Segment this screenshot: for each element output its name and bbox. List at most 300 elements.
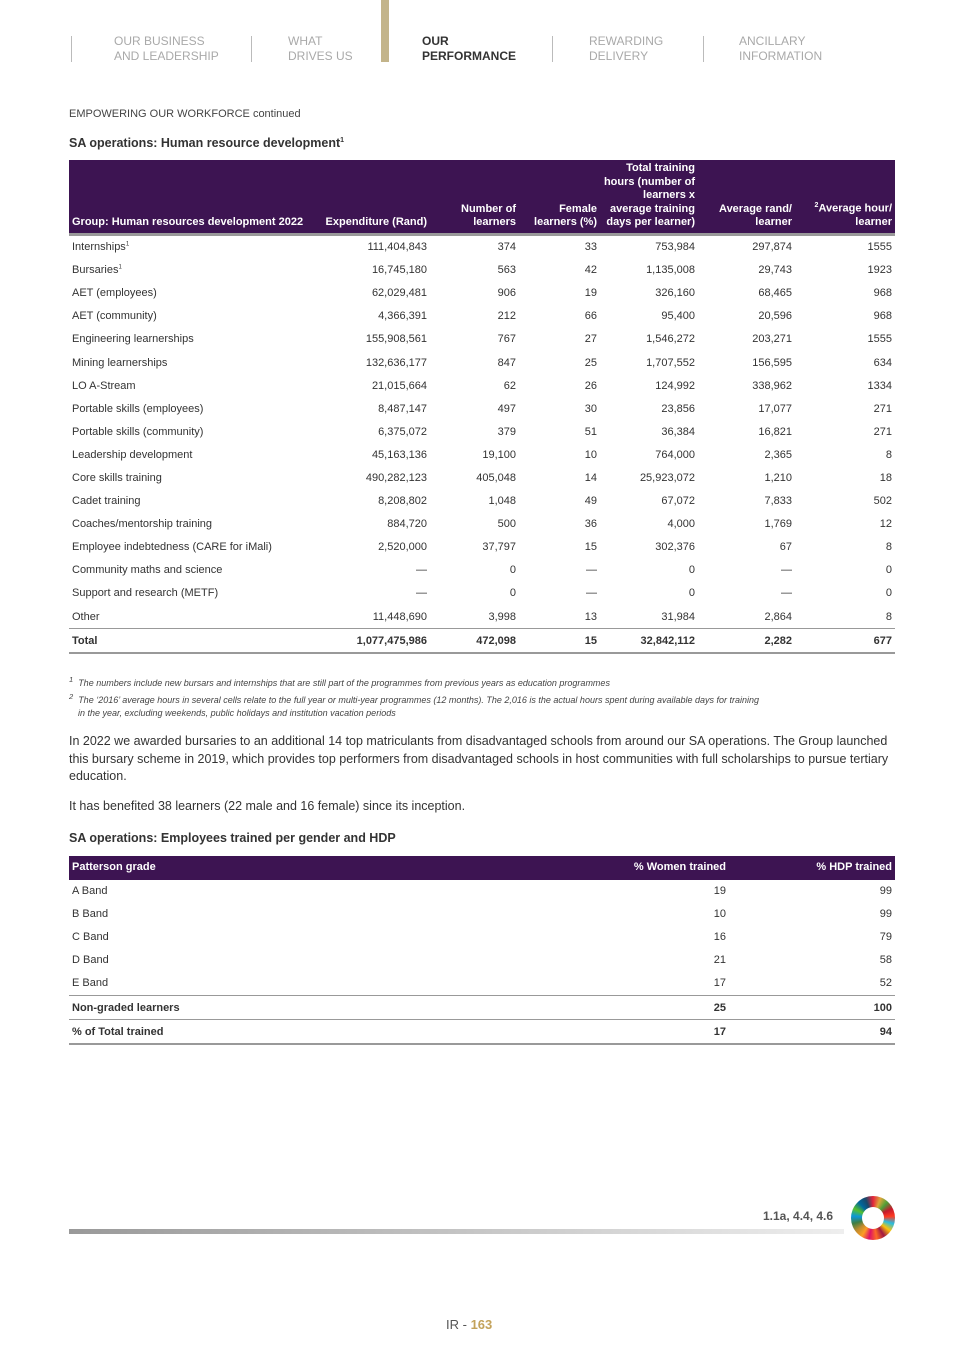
cell-text: 8,208,802	[378, 495, 427, 508]
cell-text: 2,520,000	[378, 541, 427, 554]
col-header	[795, 160, 895, 234]
table-cell	[795, 420, 895, 443]
table-cell	[69, 605, 319, 629]
cell-text: 16	[713, 931, 726, 944]
table-cell	[430, 397, 519, 420]
table-row	[69, 234, 895, 259]
table-cell	[698, 259, 795, 282]
nav-our-performance[interactable]	[422, 34, 516, 64]
page-num: 163	[470, 1317, 493, 1332]
footnote-ref: 2	[814, 201, 819, 209]
table-cell	[795, 328, 895, 351]
table-cell	[795, 305, 895, 328]
table-cell	[430, 305, 519, 328]
table-cell	[519, 536, 600, 559]
nav-divider	[703, 36, 704, 62]
table-cell	[600, 397, 698, 420]
table-cell	[69, 466, 319, 489]
cell-text: 67	[779, 541, 792, 554]
table-cell	[69, 536, 319, 559]
cell-text: LO A-Stream	[72, 379, 136, 392]
cell-text: 405,048	[476, 471, 516, 484]
cell-text: 21,015,664	[371, 379, 427, 392]
table-cell	[729, 949, 895, 972]
cell-text: 17,077	[758, 402, 792, 415]
table-row	[69, 559, 895, 582]
cell-text: 906	[497, 287, 516, 300]
cell-text: 968	[873, 310, 892, 323]
table-row	[69, 466, 895, 489]
table-row	[69, 972, 895, 996]
table-cell	[430, 328, 519, 351]
page-prefix: IR -	[446, 1317, 471, 1332]
footnote-2: $^2$ The ‘2016’ average hours in several cells relate to the full year or multi-year programmes (12 months). The 2,016 is the actual hours spent during available days for training	[69, 692, 760, 705]
table-row	[69, 536, 895, 559]
table-cell	[600, 582, 698, 605]
cell-text: AET (community)	[72, 310, 157, 323]
table-cell	[729, 995, 895, 1019]
table-cell	[430, 536, 519, 559]
nav-what-drives-us[interactable]	[288, 34, 353, 64]
col-header: Average rand/ learner	[698, 160, 795, 234]
cell-text: 338,962	[752, 379, 792, 392]
table-cell	[698, 582, 795, 605]
table-cell	[569, 926, 729, 949]
table-cell	[698, 605, 795, 629]
table-row	[69, 949, 895, 972]
table-cell: 32,842,112	[600, 629, 698, 654]
table-cell	[795, 374, 895, 397]
footnote-text: in the year, excluding weekends, public holidays and institution vacation periods	[78, 708, 396, 718]
table-cell	[729, 1020, 895, 1045]
table-cell	[698, 374, 795, 397]
table-cell	[319, 328, 430, 351]
table-row	[69, 1020, 895, 1045]
table-cell: 15	[519, 629, 600, 654]
table-cell	[795, 234, 895, 259]
cell-text: 36	[584, 518, 597, 531]
table-row	[69, 995, 895, 1019]
cell-text: 753,984	[655, 241, 695, 254]
cell-text: 502	[873, 495, 892, 508]
cell-text: 68,465	[758, 287, 792, 300]
body-paragraph: It has benefited 38 learners (22 male and 16 female) since its inception.	[69, 799, 466, 813]
cell-text: 6,375,072	[378, 425, 427, 438]
table-cell	[69, 282, 319, 305]
table-cell	[69, 972, 569, 996]
table1-title	[69, 136, 344, 150]
cell-text: 16,745,180	[371, 264, 427, 277]
cell-text: 3,998	[488, 610, 516, 623]
table-cell	[795, 605, 895, 629]
table-cell	[795, 397, 895, 420]
nav-label: AND LEADERSHIP	[114, 49, 219, 63]
table-cell	[519, 234, 600, 259]
cell-text: 99	[879, 885, 892, 898]
table-cell	[319, 397, 430, 420]
cell-text: 21	[713, 954, 726, 967]
table-cell	[600, 374, 698, 397]
cell-text: 0	[688, 564, 695, 577]
table-cell	[69, 234, 319, 259]
cell-text: 58	[879, 954, 892, 967]
cell-text: 19	[584, 287, 597, 300]
table-header-row	[69, 856, 895, 880]
table-cell	[519, 328, 600, 351]
table-cell	[795, 490, 895, 513]
cell-text: 0	[509, 564, 516, 577]
cell-text: 271	[873, 425, 892, 438]
cell-text: 297,874	[752, 241, 792, 254]
cell-text: 156,595	[752, 356, 792, 369]
cell-text: 29,743	[758, 264, 792, 277]
cell-text: 25,923,072	[639, 471, 695, 484]
cell-text: 8	[885, 448, 892, 461]
table-cell	[519, 351, 600, 374]
footnote-ref: 1	[340, 136, 345, 144]
table-cell	[698, 282, 795, 305]
footnote-text: The numbers include new bursars and internships that are still part of the programmes from previous years as education programmes	[78, 678, 610, 688]
cell-text: —	[781, 564, 792, 577]
table-cell	[319, 443, 430, 466]
cell-text: 1923	[867, 264, 892, 277]
cell-text: 1,048	[488, 495, 516, 508]
cell-text: D Band	[72, 954, 109, 967]
cell-text: 4,366,391	[378, 310, 427, 323]
cell-text: —	[416, 587, 427, 600]
cell-text: Non-graded learners	[72, 1001, 180, 1014]
cell-text: Bursaries	[72, 264, 119, 277]
table-cell	[430, 259, 519, 282]
table-row	[69, 605, 895, 629]
cell-text: 302,376	[655, 541, 695, 554]
cell-text: 1,546,272	[646, 333, 695, 346]
table-cell	[795, 559, 895, 582]
table-cell	[69, 351, 319, 374]
table-cell: 1,077,475,986	[319, 629, 430, 654]
page-number	[446, 1317, 492, 1332]
table-cell	[600, 466, 698, 489]
table2-title: SA operations: Employees trained per gender and HDP	[69, 831, 396, 845]
table-cell	[430, 234, 519, 259]
cell-text: 1555	[867, 333, 892, 346]
table-cell	[319, 513, 430, 536]
table-cell: 472,098	[430, 629, 519, 654]
table-cell	[430, 420, 519, 443]
table-cell	[519, 443, 600, 466]
table-cell	[600, 351, 698, 374]
sdg-wheel-icon	[851, 1196, 895, 1240]
cell-text: 10	[713, 908, 726, 921]
nav-our-business[interactable]	[114, 34, 219, 64]
cell-text: A Band	[72, 885, 108, 898]
cell-text: Coaches/mentorship training	[72, 518, 213, 531]
table-cell	[69, 880, 569, 903]
cell-text: 37,797	[482, 541, 516, 554]
cell-text: 764,000	[655, 448, 695, 461]
cell-text: 212	[497, 310, 516, 323]
nav-label: DRIVES US	[288, 49, 353, 63]
table-cell	[319, 582, 430, 605]
table-cell	[519, 305, 600, 328]
cell-text: % of Total trained	[72, 1025, 164, 1038]
total-row	[69, 629, 895, 654]
nav-label: DELIVERY	[589, 49, 649, 63]
cell-text: 26	[584, 379, 597, 392]
table-cell	[698, 305, 795, 328]
table-cell	[69, 559, 319, 582]
table-row	[69, 490, 895, 513]
table-cell	[569, 880, 729, 903]
col-header: % Women trained	[569, 856, 729, 880]
nav-label: INFORMATION	[739, 49, 823, 63]
table-cell	[698, 466, 795, 489]
cell-text: 0	[885, 587, 892, 600]
table-cell	[519, 559, 600, 582]
cell-text: 1,707,552	[646, 356, 695, 369]
cell-text: 20,596	[758, 310, 792, 323]
cell-text: 0	[509, 587, 516, 600]
table-cell	[519, 490, 600, 513]
cell-text: Core skills training	[72, 471, 162, 484]
nav-label: REWARDING	[589, 34, 664, 48]
table-cell	[698, 490, 795, 513]
cell-text: 968	[873, 287, 892, 300]
cell-text: B Band	[72, 908, 109, 921]
table-cell	[69, 305, 319, 328]
table-cell	[69, 582, 319, 605]
footnote-ref: 1	[118, 264, 122, 271]
cell-text: 62	[503, 379, 516, 392]
cell-text: 15	[584, 541, 597, 554]
table-cell	[69, 995, 569, 1019]
table-row	[69, 513, 895, 536]
table-cell	[319, 305, 430, 328]
table-cell	[795, 513, 895, 536]
cell-text: 1,769	[764, 518, 792, 531]
cell-text: 17	[713, 1025, 726, 1038]
table-row	[69, 397, 895, 420]
cell-text: 124,992	[655, 379, 695, 392]
cell-text: 25	[584, 356, 597, 369]
table-cell: 677	[795, 629, 895, 654]
cell-text: 326,160	[655, 287, 695, 300]
cell-text: E Band	[72, 977, 109, 990]
cell-text: 31,984	[661, 610, 695, 623]
table-cell	[795, 582, 895, 605]
cell-text: 12	[879, 518, 892, 531]
col-header: Total training hours (number of learners x average training days per learner)	[600, 160, 698, 234]
table-cell	[795, 536, 895, 559]
cell-text: 271	[873, 402, 892, 415]
cell-text: 11,448,690	[372, 610, 427, 623]
table-cell	[698, 513, 795, 536]
cell-text: 374	[497, 241, 516, 254]
cell-text: 62,029,481	[371, 287, 427, 300]
col-header: Number of learners	[430, 160, 519, 234]
table-cell	[600, 490, 698, 513]
table-cell	[519, 374, 600, 397]
table-cell	[569, 972, 729, 996]
table-cell	[729, 880, 895, 903]
cell-text: 884,720	[387, 518, 427, 531]
footnotes	[69, 673, 759, 720]
table-cell	[430, 374, 519, 397]
cell-text: Cadet training	[72, 495, 141, 508]
nav-label: PERFORMANCE	[422, 49, 517, 63]
table-cell	[319, 351, 430, 374]
cell-text: Support and research (METF)	[72, 587, 219, 600]
cell-text: C Band	[72, 931, 109, 944]
cell-text: 132,636,177	[365, 356, 427, 369]
table-cell	[519, 582, 600, 605]
table-cell	[519, 282, 600, 305]
cell-text: 0	[688, 587, 695, 600]
cell-text: 51	[584, 425, 597, 438]
table-cell	[319, 234, 430, 259]
table-cell	[319, 490, 430, 513]
cell-text: 2,365	[764, 448, 792, 461]
table-cell	[319, 605, 430, 629]
table-cell	[698, 234, 795, 259]
col-header: Patterson grade	[69, 856, 569, 880]
table-cell	[69, 328, 319, 351]
table-cell	[69, 420, 319, 443]
cell-text: Mining learnerships	[72, 356, 168, 369]
table-cell	[519, 397, 600, 420]
table-cell	[430, 490, 519, 513]
footnote-1: $^1$ The numbers include new bursars and internships that are still part of the programmes from previous years as education programmes	[69, 675, 610, 688]
cell-text: 19	[713, 885, 726, 898]
cell-text: 94	[879, 1025, 892, 1038]
table-cell	[600, 282, 698, 305]
table1-title-text: SA operations: Human resource development	[69, 136, 341, 150]
cell-text: AET (employees)	[72, 287, 157, 300]
table-cell	[69, 513, 319, 536]
table-cell	[600, 536, 698, 559]
table-cell	[569, 949, 729, 972]
table-cell	[319, 559, 430, 582]
table-row	[69, 926, 895, 949]
cell-text: 1,210	[764, 471, 792, 484]
cell-text: Engineering learnerships	[72, 333, 194, 346]
cell-text: 0	[885, 564, 892, 577]
cell-text: 19,100	[482, 448, 516, 461]
table-cell	[69, 903, 569, 926]
cell-text: 500	[497, 518, 516, 531]
table-cell	[600, 513, 698, 536]
table-cell	[698, 351, 795, 374]
cell-text: —	[781, 587, 792, 600]
cell-text: Portable skills (community)	[72, 425, 204, 438]
table-cell	[519, 466, 600, 489]
active-nav-indicator	[381, 0, 389, 62]
nav-label: ANCILLARY	[739, 34, 806, 48]
cell-text: Employee indebtedness (CARE for iMali)	[72, 541, 272, 554]
table-row	[69, 582, 895, 605]
cell-text: 1,135,008	[646, 264, 695, 277]
table-cell	[600, 605, 698, 629]
table-cell	[69, 926, 569, 949]
nav-divider	[251, 36, 252, 62]
table-cell	[430, 466, 519, 489]
nav-label: OUR	[422, 34, 449, 48]
table-cell	[519, 605, 600, 629]
table-cell	[698, 443, 795, 466]
cell-text: 111,404,843	[367, 241, 427, 254]
table-cell	[698, 397, 795, 420]
nav-divider	[552, 36, 553, 62]
table-cell	[729, 903, 895, 926]
footnote-text: The ‘2016’ average hours in several cells relate to the full year or multi-year programmes (12 months). The 2,016 is the actual hours spent during available days for training	[78, 695, 760, 705]
table-cell	[795, 351, 895, 374]
table-header-row	[69, 160, 895, 234]
cell-text: 8	[885, 610, 892, 623]
table-row	[69, 420, 895, 443]
cell-text: 95,400	[661, 310, 695, 323]
table-cell	[569, 995, 729, 1019]
table-row	[69, 328, 895, 351]
col-header: % HDP trained	[729, 856, 895, 880]
cell-text: 79	[879, 931, 892, 944]
table-cell	[69, 259, 319, 282]
table-cell	[795, 259, 895, 282]
cell-text: Leadership development	[72, 448, 193, 461]
employees-trained-table	[69, 856, 895, 1045]
cell-text: 767	[497, 333, 516, 346]
cell-text: 2,864	[764, 610, 792, 623]
table-cell	[430, 559, 519, 582]
table-cell	[600, 328, 698, 351]
cell-text: 33	[584, 241, 597, 254]
nav-rewarding-delivery[interactable]	[589, 34, 663, 64]
table-cell	[430, 443, 519, 466]
table-row	[69, 443, 895, 466]
table-cell	[795, 282, 895, 305]
table-cell	[600, 559, 698, 582]
cell-text: 66	[584, 310, 597, 323]
table-row	[69, 305, 895, 328]
table-cell	[569, 903, 729, 926]
table-cell	[319, 374, 430, 397]
table-cell	[430, 513, 519, 536]
table-cell	[698, 328, 795, 351]
table-cell	[430, 351, 519, 374]
table-cell	[729, 972, 895, 996]
table-cell	[430, 282, 519, 305]
table-cell	[69, 490, 319, 513]
cell-text: 490,282,123	[365, 471, 427, 484]
footnote-ref: 1	[125, 241, 130, 248]
table-row	[69, 351, 895, 374]
cell-text: —	[586, 564, 597, 577]
table-cell: 2,282	[698, 629, 795, 654]
table-cell	[729, 926, 895, 949]
divider	[69, 1229, 844, 1234]
cell-text: 1334	[867, 379, 892, 392]
cell-text: 42	[584, 264, 597, 277]
table-cell	[698, 536, 795, 559]
table-cell	[69, 949, 569, 972]
nav-ancillary-information[interactable]	[739, 34, 822, 64]
table-cell	[319, 466, 430, 489]
col-header: Group: Human resources development 2022	[69, 160, 319, 234]
cell-text: —	[586, 587, 597, 600]
cell-text: 67,072	[661, 495, 695, 508]
cell-text: 563	[497, 264, 516, 277]
table-row	[69, 282, 895, 305]
cell-text: 8	[885, 541, 892, 554]
